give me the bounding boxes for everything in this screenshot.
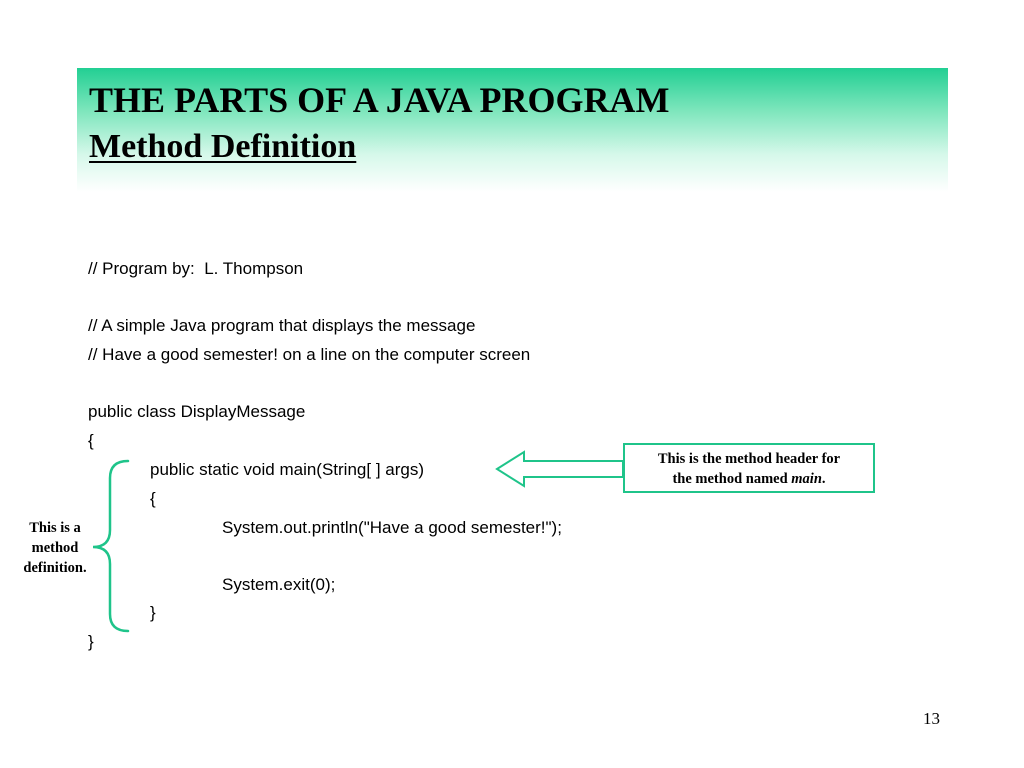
left-arrow-icon <box>497 452 623 486</box>
method-header-callout <box>623 443 875 493</box>
code-comment-author: // Program by: L. Thompson <box>88 259 304 278</box>
page-number: 13 <box>923 709 940 728</box>
code-class-close-brace: } <box>88 632 94 651</box>
code-class-declaration: public class DisplayMessage <box>88 402 306 421</box>
code-method-close-brace: } <box>150 603 156 622</box>
method-header-callout-line1: This is the method header for <box>657 451 841 467</box>
method-name-emphasis: main <box>791 471 822 487</box>
method-definition-callout <box>10 518 100 578</box>
method-definition-callout-line1: This is a <box>29 520 81 536</box>
code-exit-statement: System.exit(0); <box>222 575 336 594</box>
method-header-callout-line2-prefix: the method named <box>672 471 792 487</box>
code-method-header: public static void main(String[ ] args) <box>150 460 424 479</box>
code-comment-message: // Have a good semester! on a line on the computer screen <box>88 345 531 364</box>
code-method-open-brace: { <box>150 489 156 508</box>
slide-title: THE PARTS OF A JAVA PROGRAM <box>89 80 670 120</box>
method-definition-callout-line3: definition. <box>23 560 87 576</box>
code-comment-description: // A simple Java program that displays the message <box>88 316 476 335</box>
method-definition-callout-line2: method <box>31 540 79 556</box>
slide-subtitle: Method Definition <box>89 128 357 165</box>
code-class-open-brace: { <box>88 431 94 450</box>
code-println-statement: System.out.println("Have a good semester!"); <box>222 518 562 537</box>
method-header-callout-line2-suffix: . <box>821 471 826 487</box>
